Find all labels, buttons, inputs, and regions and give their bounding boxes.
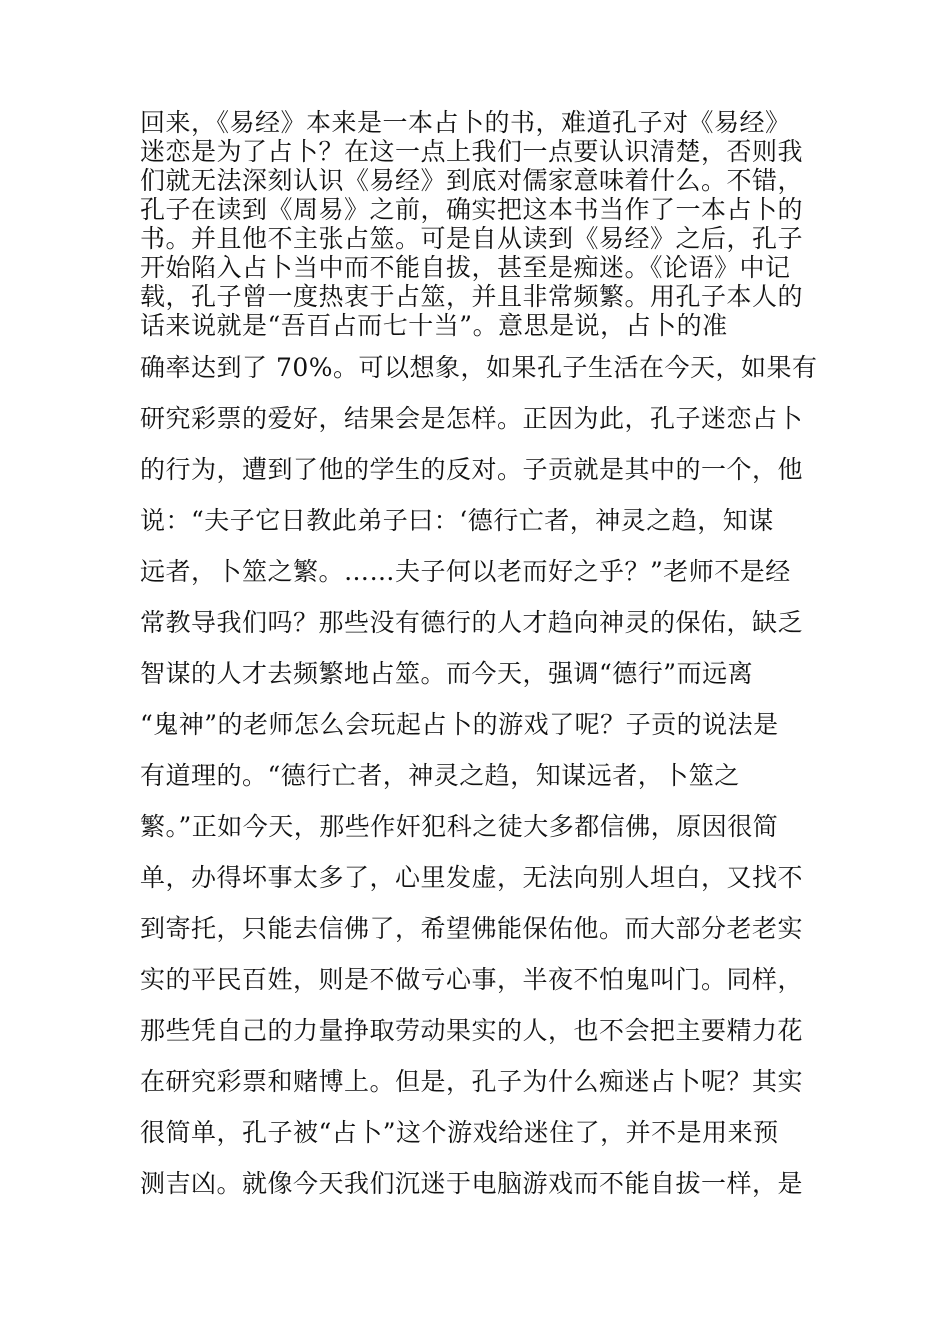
text-line: 开始陷入占卜当中而不能自拔，甚至是痴迷。《论语》中记	[140, 253, 791, 282]
text-line: 测吉凶。就像今天我们沉迷于电脑游戏而不能自拔一样，是	[140, 1169, 804, 1198]
text-line: 们就无法深刻认识《易经》到底对儒家意味着什么。不错，	[140, 166, 804, 195]
text-line: 回来，《易经》本来是一本占卜的书，难道孔子对《易经》	[140, 108, 791, 137]
text-line: 常教导我们吗？那些没有德行的人才趋向神灵的保佑，缺乏	[140, 608, 804, 637]
text-line: 那些凭自己的力量挣取劳动果实的人，也不会把主要精力花	[140, 1016, 804, 1045]
text-line: 智谋的人才去频繁地占筮。而今天，强调“德行”而远离	[140, 659, 754, 688]
text-line: 很简单，孔子被“占卜”这个游戏给迷住了，并不是用来预	[140, 1118, 779, 1147]
text-line: 繁。”正如今天，那些作奸犯科之徒大多都信佛，原因很简	[140, 812, 779, 841]
text-line: 孔子在读到《周易》之前，确实把这本书当作了一本占卜的	[140, 195, 804, 224]
text-line: 远者，卜筮之繁。……夫子何以老而好之乎？”老师不是经	[140, 557, 791, 586]
text-line: 有道理的。“德行亡者，神灵之趋，知谋远者，卜筮之	[140, 761, 740, 790]
text-line: 书。并且他不主张占筮。可是自从读到《易经》之后，孔子	[140, 224, 804, 253]
text-line: 在研究彩票和赌博上。但是，孔子为什么痴迷占卜呢？其实	[140, 1067, 804, 1096]
text-line: 说：“夫子它日教此弟子曰：‘德行亡者，神灵之趋，知谋	[140, 506, 774, 535]
text-line: 迷恋是为了占卜？在这一点上我们一点要认识清楚，否则我	[140, 137, 804, 166]
text-line: 的行为，遭到了他的学生的反对。子贡就是其中的一个，他	[140, 455, 804, 484]
text-line: “鬼神”的老师怎么会玩起占卜的游戏了呢？子贡的说法是	[140, 710, 779, 739]
text-line: 到寄托，只能去信佛了，希望佛能保佑他。而大部分老老实	[140, 914, 804, 943]
text-line: 确率达到了 70%。可以想象，如果孔子生活在今天，如果有	[140, 353, 818, 382]
text-line: 载，孔子曾一度热衷于占筮，并且非常频繁。用孔子本人的	[140, 282, 804, 311]
text-line: 话来说就是“吾百占而七十当”。意思是说，占卜的准	[140, 311, 728, 340]
text-line: 研究彩票的爱好，结果会是怎样。正因为此，孔子迷恋占卜	[140, 404, 804, 433]
text-line: 实的平民百姓，则是不做亏心事，半夜不怕鬼叫门。同样，	[140, 965, 804, 994]
text-line: 单，办得坏事太多了，心里发虚，无法向别人坦白，又找不	[140, 863, 804, 892]
